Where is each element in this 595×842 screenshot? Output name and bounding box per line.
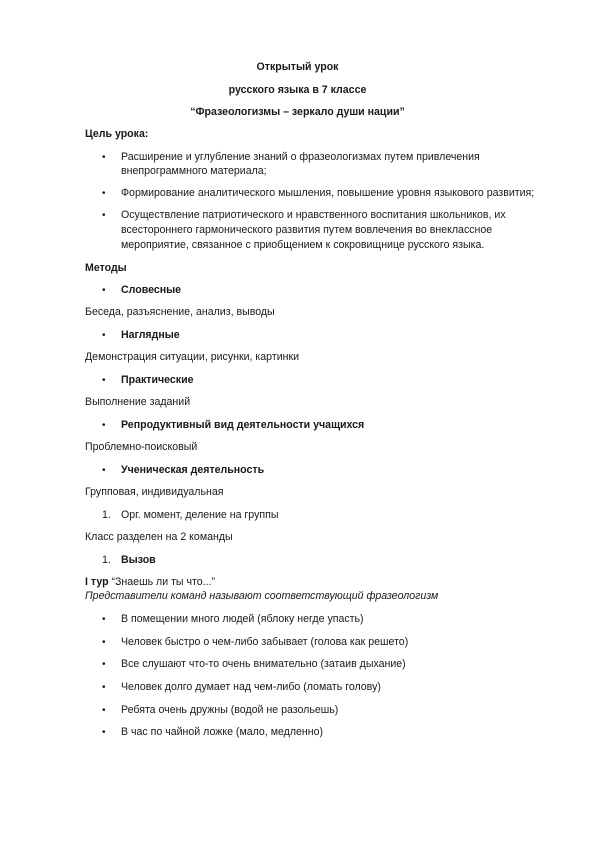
round-1-item-5: Ребята очень дружны (водой не разольешь) <box>121 704 339 716</box>
step-2-number: 1. <box>102 554 111 566</box>
goal-item-3-line-1: Осуществление патриотического и нравственного воспитания школьников, их <box>121 209 506 221</box>
method-desc-3: Выполнение заданий <box>85 396 191 408</box>
step-1-note: Класс разделен на 2 команды <box>85 531 233 543</box>
goal-item-3-line-2: всестороннего гармонического развития путем вовлечения во внеклассное <box>121 224 493 236</box>
goal-item-1-line-2: внепрограммного материала; <box>121 165 267 177</box>
goal-heading: Цель урока: <box>85 128 149 140</box>
method-label-4: Репродуктивный вид деятельности учащихся <box>121 419 365 431</box>
method-label-2: Наглядные <box>121 329 180 341</box>
title-line-1: Открытый урок <box>256 61 339 73</box>
goal-item-3-line-3: мероприятие, связанное с приобщением к сокровищнице русского языка. <box>121 239 485 251</box>
round-1-item-4: Человек долго думает над чем-либо (ломать голову) <box>121 681 381 693</box>
method-label-5: Ученическая деятельность <box>121 464 265 476</box>
bullet-icon: • <box>102 727 106 738</box>
methods-heading: Методы <box>85 262 127 274</box>
bullet-icon: • <box>102 152 106 163</box>
bullet-icon: • <box>102 375 106 386</box>
bullet-icon: • <box>102 420 106 431</box>
round-1-title: “Знаешь ли ты что...” <box>108 576 215 588</box>
step-2-label: Вызов <box>121 554 156 566</box>
method-desc-1: Беседа, разъяснение, анализ, выводы <box>85 306 275 318</box>
step-1-label: Орг. момент, деление на группы <box>121 509 279 521</box>
method-desc-2: Демонстрация ситуации, рисунки, картинки <box>85 351 300 363</box>
bullet-icon: • <box>102 682 106 693</box>
bullet-icon: • <box>102 285 106 296</box>
method-label-1: Словесные <box>121 284 182 296</box>
round-1-label: I тур <box>85 576 109 588</box>
bullet-icon: • <box>102 637 106 648</box>
method-desc-5: Групповая, индивидуальная <box>85 486 224 498</box>
goal-item-1-line-1: Расширение и углубление знаний о фразеологизмах путем привлечения <box>121 151 480 163</box>
round-1-instruction: Представители команд называют соответствующий фразеологизм <box>85 590 439 602</box>
bullet-icon: • <box>102 659 106 670</box>
bullet-icon: • <box>102 188 106 199</box>
step-1-number: 1. <box>102 509 111 521</box>
bullet-icon: • <box>102 705 106 716</box>
goal-item-2-line-1: Формирование аналитического мышления, повышение уровня языкового развития; <box>121 187 535 199</box>
bullet-icon: • <box>102 465 106 476</box>
round-1-item-3: Все слушают что-то очень внимательно (затаив дыхание) <box>121 658 406 670</box>
round-1-item-1: В помещении много людей (яблоку негде упасть) <box>121 613 364 625</box>
method-label-3: Практические <box>121 374 194 386</box>
title-line-2: русского языка в 7 классе <box>228 84 367 96</box>
round-1-heading <box>85 576 215 589</box>
bullet-icon: • <box>102 330 106 341</box>
round-1-item-6: В час по чайной ложке (мало, медленно) <box>121 726 324 738</box>
bullet-icon: • <box>102 614 106 625</box>
round-1-item-2: Человек быстро о чем-либо забывает (голова как решето) <box>121 636 409 648</box>
bullet-icon: • <box>102 210 106 221</box>
method-desc-4: Проблемно-поисковый <box>85 441 198 453</box>
title-line-3: “Фразеологизмы – зеркало души нации” <box>190 106 405 118</box>
